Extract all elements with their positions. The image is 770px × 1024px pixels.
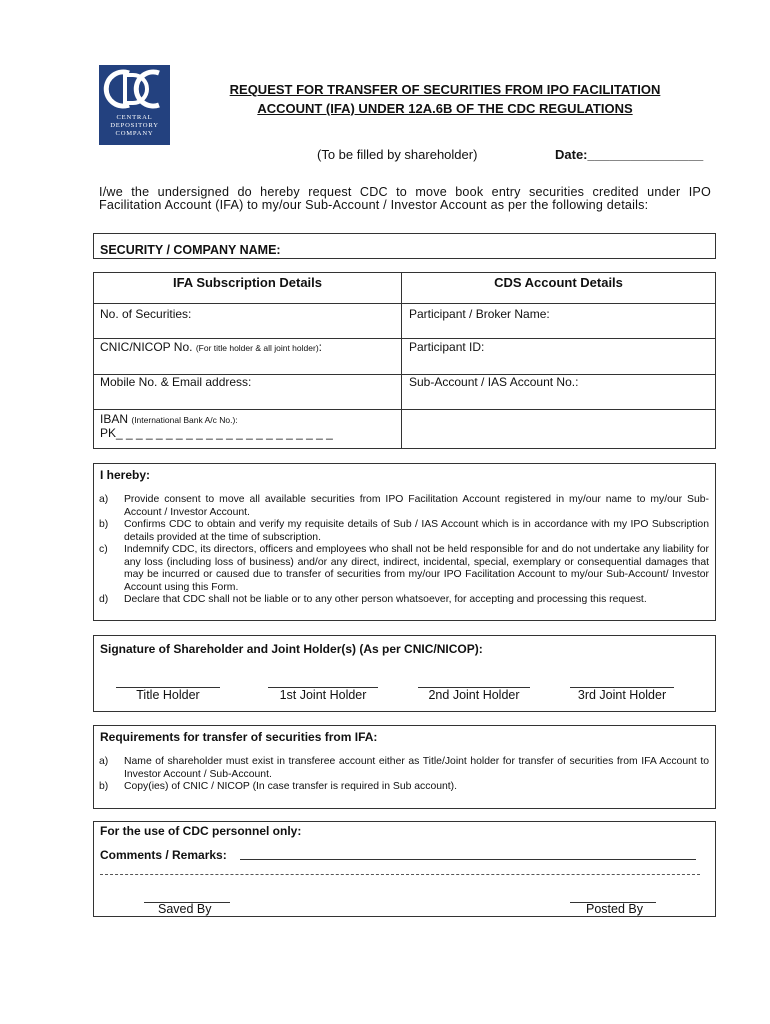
- cdc-use-header: For the use of CDC personnel only:: [100, 824, 302, 838]
- cdc-use-section: [93, 821, 716, 917]
- no-of-securities-field[interactable]: No. of Securities:: [100, 307, 192, 321]
- list-marker: d): [99, 594, 109, 605]
- consent-header: I hereby:: [100, 468, 151, 482]
- comments-label: Comments / Remarks:: [100, 848, 227, 862]
- list-marker: a): [99, 756, 109, 767]
- list-marker: b): [99, 781, 109, 792]
- fill-note: (To be filled by shareholder): [317, 147, 478, 162]
- logo-line-1: CENTRAL: [116, 114, 153, 121]
- signature-label: 1st Joint Holder: [279, 688, 367, 702]
- posted-by-label: Posted By: [586, 902, 643, 916]
- comments-line-2[interactable]: [100, 874, 700, 875]
- list-text: Copy(ies) of CNIC / NICOP (In case transfer is required in Sub account).: [124, 781, 458, 792]
- list-text: Confirms CDC to obtain and verify my requisite details of Sub / IAS Account which is in accordance with my IPO Subscription details provided at the time of subscription.: [124, 519, 709, 543]
- signature-section: [93, 635, 716, 712]
- table-divider: [401, 273, 402, 448]
- joint-holder-1-signature[interactable]: [268, 687, 378, 702]
- details-table: [93, 272, 716, 449]
- list-text: Provide consent to move all available securities from IPO Facilitation Account registered in my/our name to my/our Sub-Account / Investor Account.: [124, 494, 709, 518]
- date-field[interactable]: Date:________________: [555, 147, 704, 162]
- signature-label: 3rd Joint Holder: [577, 688, 667, 702]
- consent-section: [93, 463, 716, 621]
- participant-id-field[interactable]: Participant ID:: [409, 340, 485, 354]
- signature-label: 2nd Joint Holder: [428, 688, 520, 702]
- cnic-colon: :: [318, 340, 322, 354]
- iban-pk-input[interactable]: PK_ _ _ _ _ _ _ _ _ _ _ _ _ _ _ _ _ _ _ _ _ _: [100, 426, 333, 440]
- intro-paragraph: I/we the undersigned do hereby request CDC to move book entry securities credited under IPO Facilitation Account (IFA) to my/our Sub-Account / Investor Account as per the following details:: [99, 185, 711, 212]
- joint-holder-2-signature[interactable]: [418, 687, 530, 702]
- signature-header: Signature of Shareholder and Joint Holder(s) (As per CNIC/NICOP):: [100, 642, 483, 656]
- cdc-logo: [99, 65, 170, 145]
- cnic-label: CNIC/NICOP No.: [100, 340, 193, 354]
- table-divider: [94, 303, 715, 304]
- title-holder-signature[interactable]: [116, 687, 220, 702]
- logo-line-3: COMPANY: [115, 130, 154, 137]
- iban-note: (International Bank A/c No.):: [131, 415, 238, 425]
- iban-field[interactable]: [100, 412, 238, 426]
- list-marker: b): [99, 519, 109, 530]
- cdc-logo-mark-icon: [99, 65, 170, 113]
- security-name-label: SECURITY / COMPANY NAME:: [100, 243, 281, 257]
- table-divider: [94, 338, 715, 339]
- form-title-line-2: ACCOUNT (IFA) UNDER 12A.6B OF THE CDC REGULATIONS: [257, 101, 633, 116]
- logo-line-2: DEPOSITORY: [110, 122, 159, 129]
- requirements-section: [93, 725, 716, 809]
- security-name-field[interactable]: [93, 233, 716, 259]
- list-marker: a): [99, 494, 109, 505]
- saved-by-label: Saved By: [158, 902, 212, 916]
- form-title-line-1: REQUEST FOR TRANSFER OF SECURITIES FROM IPO FACILITATION: [229, 82, 661, 97]
- ifa-details-header: IFA Subscription Details: [172, 275, 323, 290]
- table-divider: [94, 409, 715, 410]
- joint-holder-3-signature[interactable]: [570, 687, 674, 702]
- cnic-note: (For title holder & all joint holder): [195, 343, 319, 353]
- mobile-email-field[interactable]: Mobile No. & Email address:: [100, 375, 252, 389]
- list-text: Indemnify CDC, its directors, officers and employees who shall not be held responsible for and do not undertake any liability for any loss (including loss of business) and/or any direct, indirect, incidental, special, exemplary or consequential damages that may be incurred or caused due to transfer of securities from my/our IPO Facilitation Account to my/our Sub-Account/ Investor Account using this Form.: [124, 544, 709, 593]
- cnic-field[interactable]: [100, 340, 322, 354]
- signature-label: Title Holder: [136, 688, 200, 702]
- iban-label: IBAN: [100, 412, 129, 426]
- form-title: [180, 80, 710, 118]
- requirements-header: Requirements for transfer of securities from IFA:: [100, 730, 378, 744]
- comments-line[interactable]: [240, 859, 696, 860]
- list-text: Declare that CDC shall not be liable or to any other person whatsoever, for accepting and processing this request.: [124, 594, 647, 605]
- cds-details-header: CDS Account Details: [494, 275, 623, 290]
- list-marker: c): [99, 544, 108, 555]
- sub-account-field[interactable]: Sub-Account / IAS Account No.:: [409, 375, 579, 389]
- list-text: Name of shareholder must exist in transferee account either as Title/Joint holder for transfer of securities from IFA Account to Investor Account / Sub-Account.: [124, 756, 709, 780]
- participant-name-field[interactable]: Participant / Broker Name:: [409, 307, 550, 321]
